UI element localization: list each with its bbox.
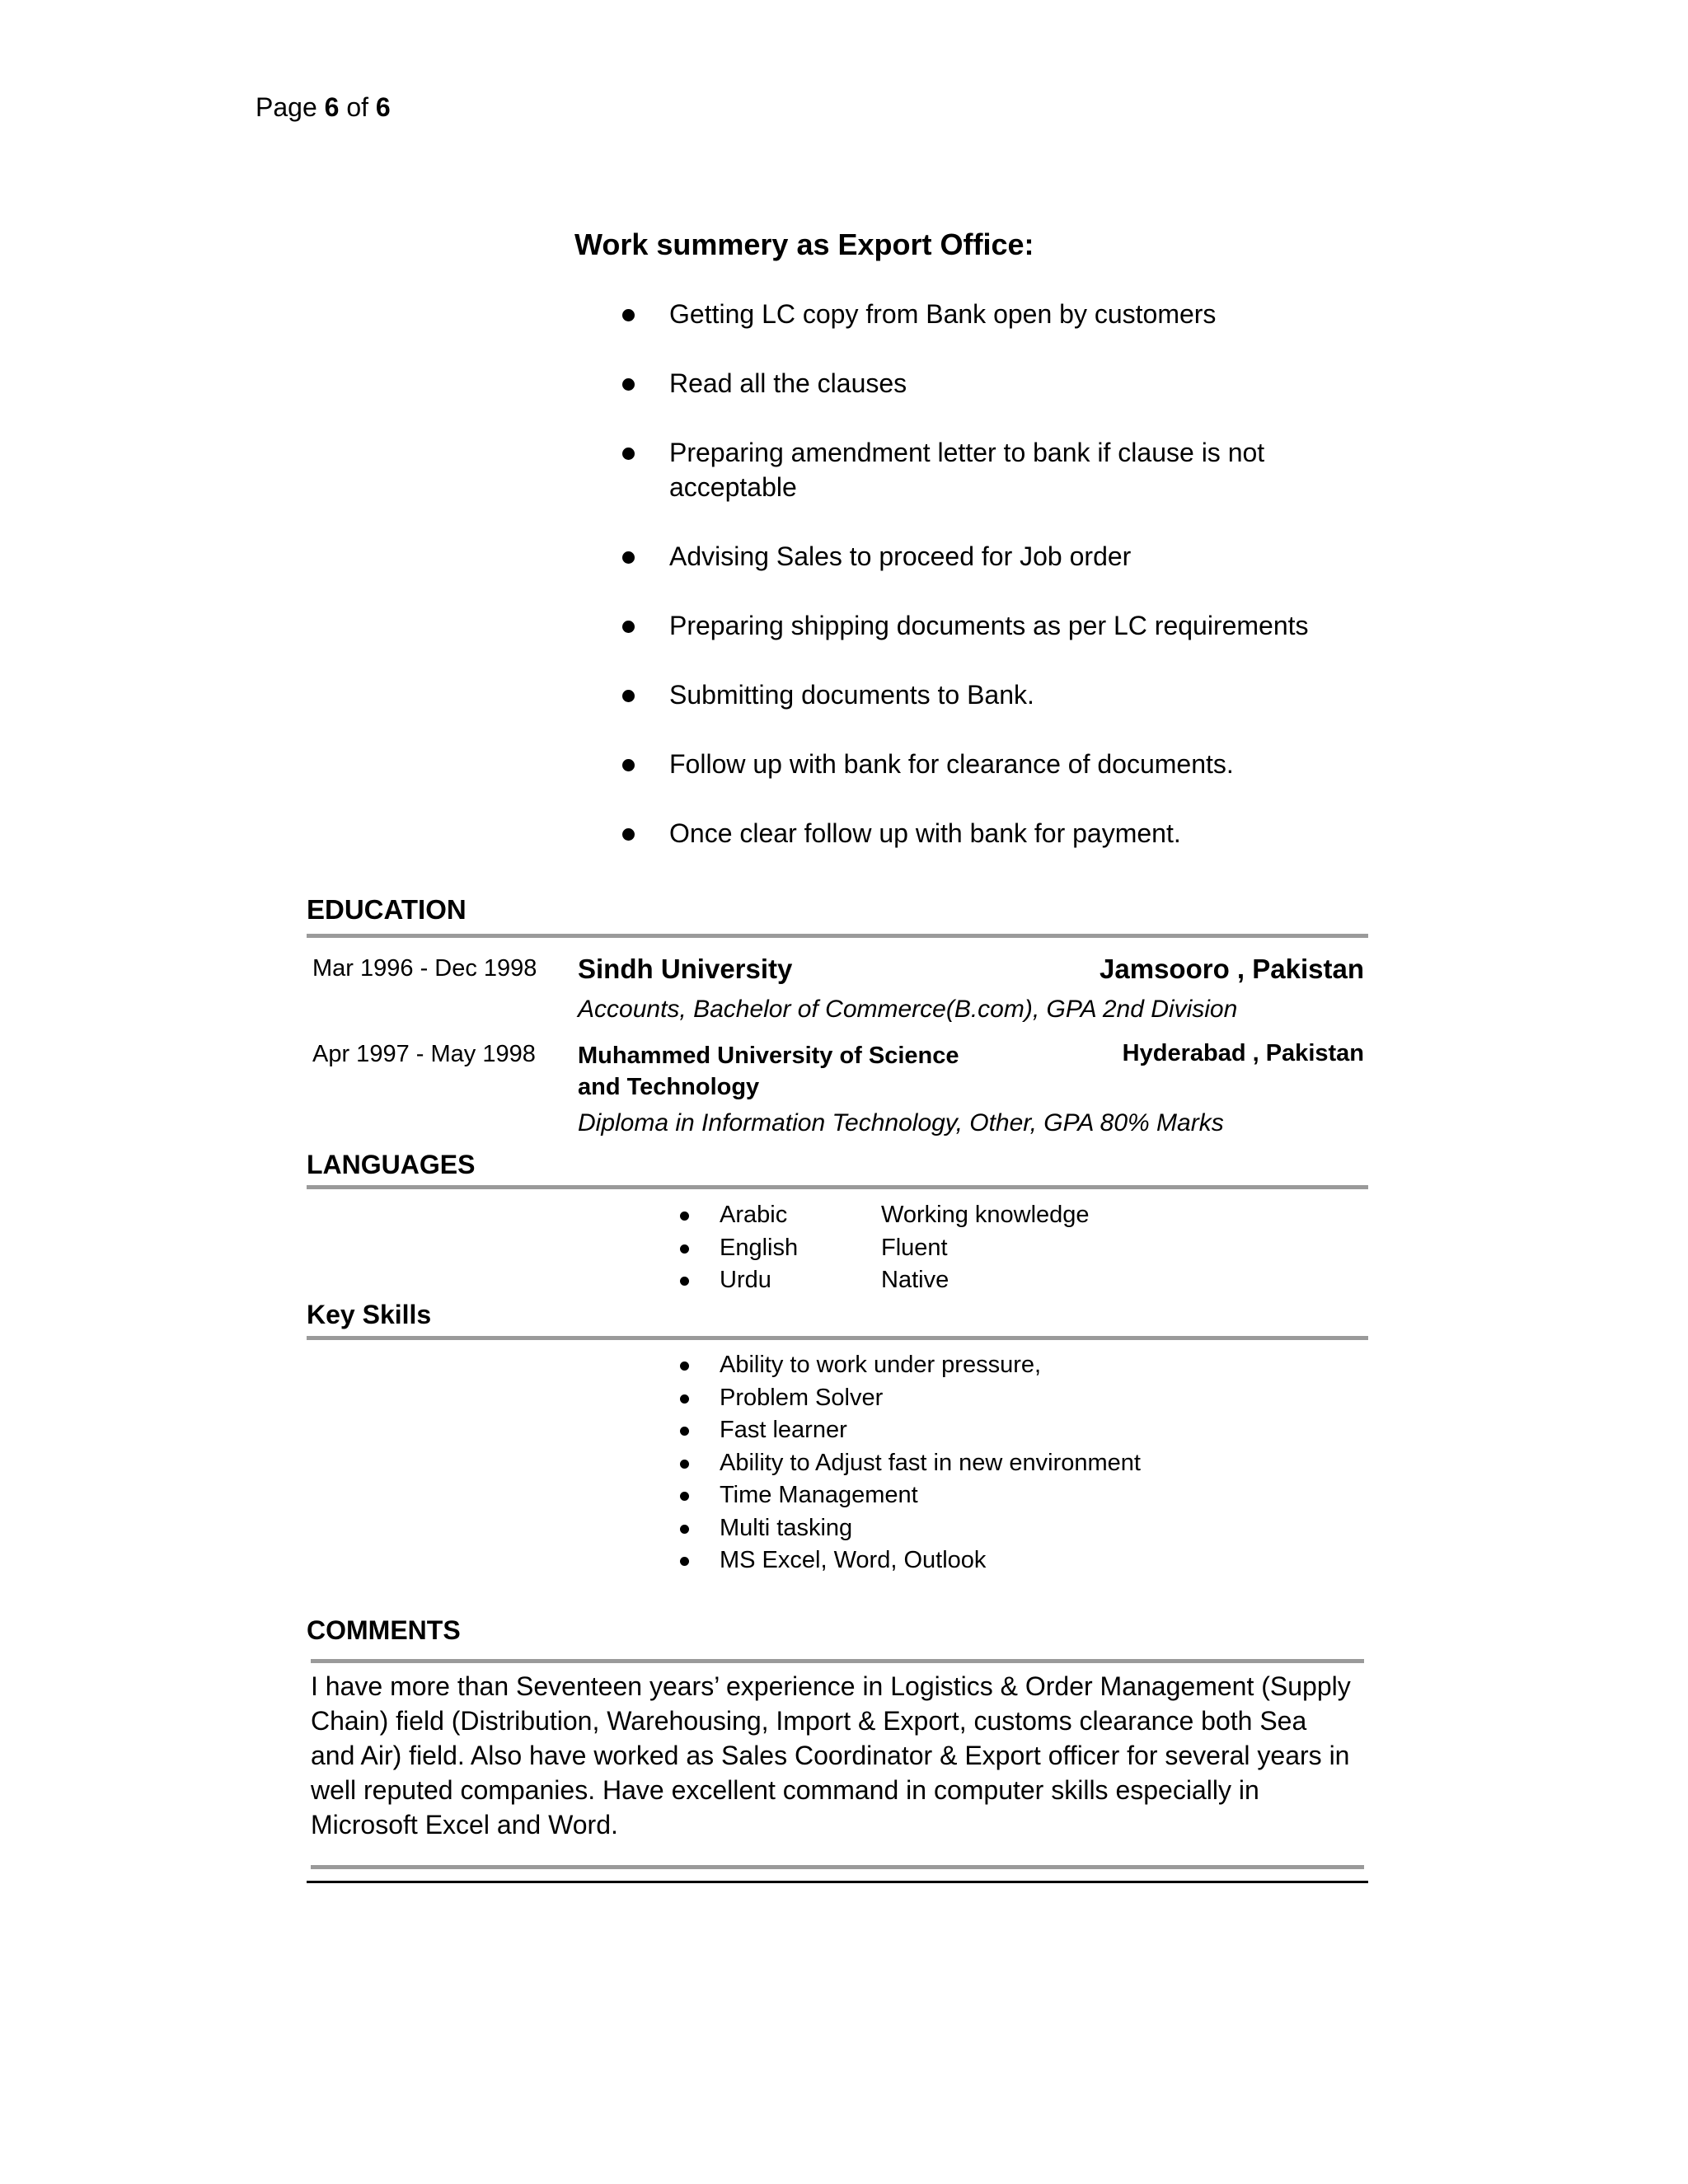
work-summary-title: Work summery as Export Office:: [574, 227, 1034, 261]
comments-rule-top: [311, 1659, 1364, 1663]
work-summary-item: Once clear follow up with bank for payment.: [622, 816, 1364, 851]
comments-heading: COMMENTS: [307, 1615, 461, 1645]
education-location: Jamsooro , Pakistan: [1100, 954, 1364, 984]
key-skills-heading: Key Skills: [307, 1300, 432, 1329]
page-total: 6: [375, 92, 391, 122]
page-number: [256, 92, 391, 123]
key-skill-item: MS Excel, Word, Outlook: [677, 1544, 1141, 1577]
language-item: [677, 1199, 1090, 1232]
languages-heading: LANGUAGES: [307, 1150, 476, 1179]
page-end-rule: [307, 1881, 1368, 1883]
languages-rule: [307, 1185, 1368, 1189]
work-summary-item: Submitting documents to Bank.: [622, 677, 1364, 712]
work-summary-item: Follow up with bank for clearance of documents.: [622, 747, 1364, 781]
page-prefix: Page: [256, 92, 317, 122]
work-summary-item: Preparing amendment letter to bank if clause is not acceptable: [622, 435, 1312, 504]
page-current: 6: [324, 92, 340, 122]
languages-list: [677, 1199, 1090, 1297]
education-school-line2: and Technology: [578, 1074, 760, 1100]
work-summary-list: [622, 297, 1364, 885]
comments-text: I have more than Seventeen years’ experience in Logistics & Order Management (Supply Chain) field (Distribution, Warehousing, Import & Export, customs clearance both Sea and Air) field. Also have worked as Sales Coordinator & Export officer for several years in well reputed companies. Have excellent command in computer skills especially in Microsoft Excel and Word.: [311, 1671, 1351, 1840]
education-heading: EDUCATION: [307, 894, 467, 925]
language-name: Urdu: [720, 1267, 771, 1293]
work-summary-item: Getting LC copy from Bank open by customers: [622, 297, 1364, 331]
education-school: [578, 1040, 959, 1103]
key-skill-item: Ability to work under pressure,: [677, 1349, 1141, 1382]
language-item: [677, 1232, 1090, 1265]
work-summary-item: Read all the clauses: [622, 366, 1364, 401]
language-name: English: [720, 1234, 799, 1261]
key-skills-list: [677, 1349, 1141, 1577]
key-skill-item: Multi tasking: [677, 1512, 1141, 1545]
education-degree: Accounts, Bachelor of Commerce(B.com), GPA 2nd Division: [578, 996, 1238, 1023]
language-name: Arabic: [720, 1202, 788, 1228]
education-dates: Mar 1996 - Dec 1998: [312, 955, 537, 982]
key-skill-item: Fast learner: [677, 1414, 1141, 1447]
key-skill-item: Time Management: [677, 1479, 1141, 1512]
education-location: Hyderabad , Pakistan: [1122, 1040, 1364, 1066]
comments-rule-bottom: [311, 1865, 1364, 1869]
work-summary-item: Preparing shipping documents as per LC requirements: [622, 608, 1364, 643]
language-item: [677, 1264, 1090, 1297]
education-school: Sindh University: [578, 954, 793, 984]
key-skill-item: Problem Solver: [677, 1382, 1141, 1415]
education-rule: [307, 934, 1368, 938]
education-dates: Apr 1997 - May 1998: [312, 1041, 536, 1067]
language-level: Working knowledge: [881, 1202, 1090, 1228]
work-summary-item: Advising Sales to proceed for Job order: [622, 539, 1364, 574]
key-skill-item: Ability to Adjust fast in new environment: [677, 1447, 1141, 1480]
key-skills-rule: [307, 1336, 1368, 1340]
education-school-line1: Muhammed University of Science: [578, 1043, 959, 1069]
education-degree: Diploma in Information Technology, Other, GPA 80% Marks: [578, 1109, 1224, 1137]
page-sep: of: [346, 92, 368, 122]
language-level: Native: [881, 1267, 950, 1293]
language-level: Fluent: [881, 1234, 948, 1261]
